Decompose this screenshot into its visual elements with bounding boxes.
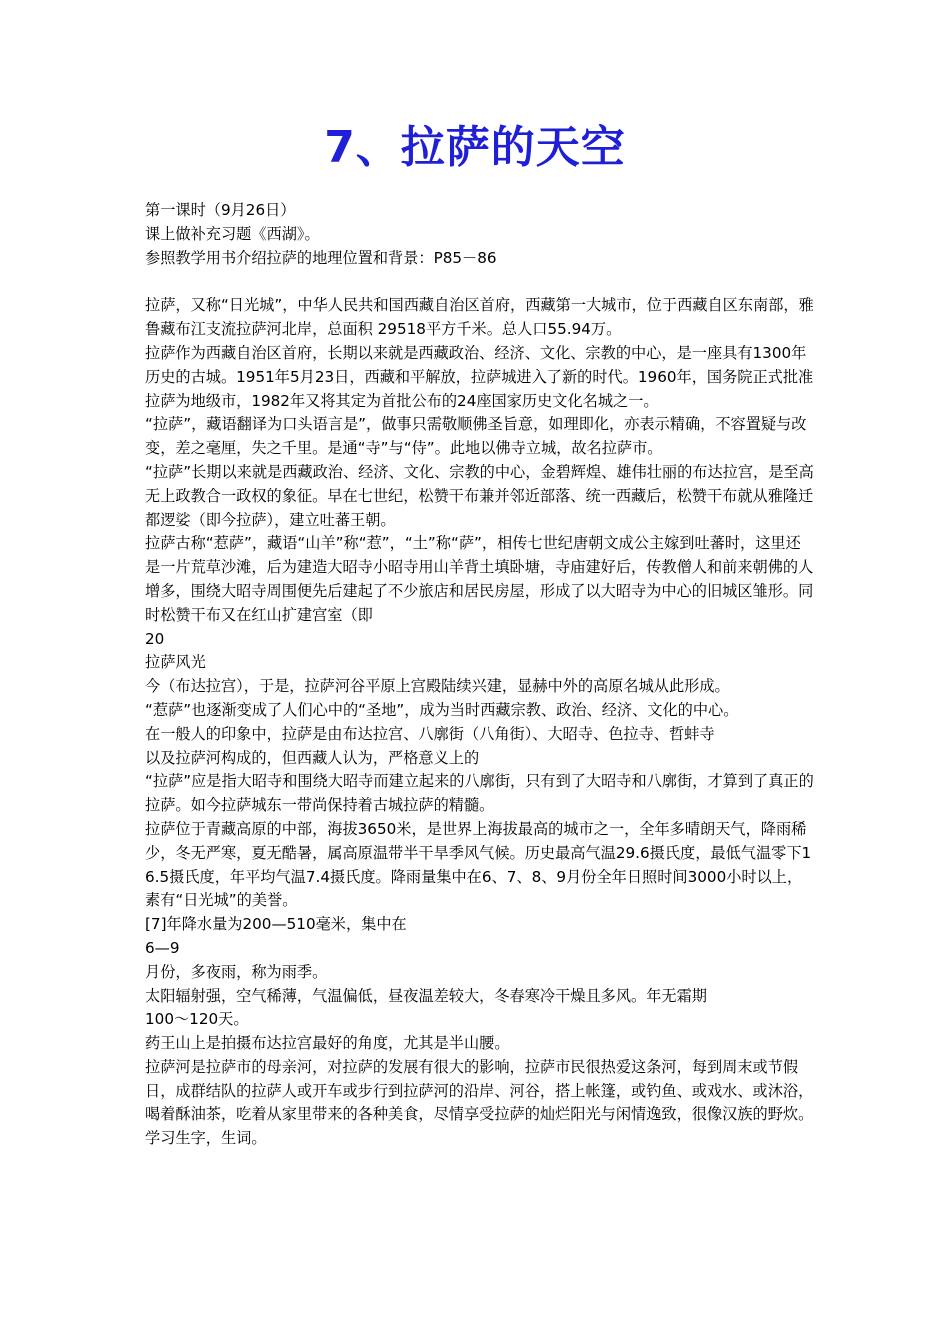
blank-line [145,270,815,294]
paragraph: “惹萨”也逐渐变成了人们心中的“圣地”，成为当时西藏宗教、政治、经济、文化的中心。 [145,700,739,719]
paragraph: 拉萨，又称“日光城”，中华人民共和国西藏自治区首府，西藏第一大城市，位于西藏自区东南部，雅鲁藏布江支流拉萨河北岸，总面积 29518平方千米。总人口55.94万。 [145,296,814,339]
paragraph: 今（布达拉宫），于是，拉萨河谷平原上宫殿陆续兴建，显赫中外的高原名城从此形成。 [145,677,730,696]
document-body [145,199,815,1151]
page-title: 7、拉萨的天空 [324,122,626,173]
paragraph: 参照教学用书介绍拉萨的地理位置和背景：P85－86 [145,248,497,267]
paragraph: 太阳辐射强，空气稀薄，气温偏低，昼夜温差较大，冬春寒冷干燥且多风。年无霜期 [145,986,707,1005]
paragraph: “拉萨”应是指大昭寺和围绕大昭寺而建立起来的八廓街，只有到了大昭寺和八廓街，才算到了真正的拉萨。如今拉萨城东一带尚保持着古城拉萨的精髓。 [145,772,814,815]
paragraph: 拉萨河是拉萨市的母亲河，对拉萨的发展有很大的影响，拉萨市民很热爱这条河，每到周末或节假日，成群结队的拉萨人或开车或步行到拉萨河的沿岸、河谷，搭上帐篷，或钓鱼、或戏水、或沐浴，喝着酥油茶，吃着从家里带来的各种美食，尽情享受拉萨的灿烂阳光与闲情逸致，很像汉族的野炊。 [145,1057,814,1124]
paragraph: [7]年降水量为200—510毫米，集中在 [145,915,407,934]
paragraph: 拉萨古称“惹萨”，藏语“山羊”称“惹”，“土”称“萨”，相传七世纪唐朝文成公主嫁到吐蕃时，这里还是一片荒草沙滩，后为建造大昭寺小昭寺用山羊背土填卧塘，寺庙建好后，传教僧人和前来朝佛的人增多，围绕大昭寺周围便先后建起了不少旅店和居民房屋，形成了以大昭寺为中心的旧城区雏形。同时松赞干布又在红山扩建宫室（即 [145,534,814,624]
paragraph: 100～120天。 [145,1010,249,1029]
paragraph: 拉萨位于青藏高原的中部，海拔3650米，是世界上海拔最高的城市之一，全年多晴朗天气，降雨稀少，冬无严寒，夏无酷暑，属高原温带半干旱季风气候。历史最高气温29.6摄氏度，最低气温零下16.5摄氏度，年平均气温7.4摄氏度。降雨量集中在6、7、8、9月份全年日照时间3000小时以上，素有“日光城”的美誉。 [145,819,812,910]
paragraph: 课上做补充习题《西湖》。 [145,224,320,243]
paragraph: 20 [145,629,165,648]
paragraph: 月份，多夜雨，称为雨季。 [145,962,328,981]
paragraph: 药王山上是拍摄布达拉宫最好的角度，尤其是半山腰。 [145,1034,510,1053]
paragraph: 学习生字，生词。 [145,1129,267,1148]
paragraph: 拉萨作为西藏自治区首府，长期以来就是西藏政治、经济、文化、宗教的中心，是一座具有1300年历史的古城。1951年5月23日，西藏和平解放，拉萨城进入了新的时代。1960年，国务院正式批准拉萨为地级市，1982年又将其定为首批公布的24座国家历史文化名城之一。 [145,343,814,410]
paragraph: 6—9 [145,938,180,957]
paragraph: 在一般人的印象中，拉萨是由布达拉宫、八廓街（八角街）、大昭寺、色拉寺、哲蚌寺 [145,724,715,743]
paragraph: 以及拉萨河构成的，但西藏人认为，严格意义上的 [145,748,480,767]
paragraph: “拉萨”长期以来就是西藏政治、经济、文化、宗教的中心，金碧辉煌、雄伟壮丽的布达拉宫，是至高无上政教合一政权的象征。早在七世纪，松赞干布兼并邻近部落、统一西藏后，松赞干布就从雅隆迁都逻娑（即今拉萨），建立吐蕃王朝。 [145,462,814,529]
paragraph: “拉萨”，藏语翻译为口头语言是”，做事只需敬顺佛圣旨意，如理即化，亦表示精确，不容置疑与改变，差之毫厘，失之千里。是通“寺”与“侍”。此地以佛寺立城，故名拉萨市。 [145,415,807,458]
paragraph: 拉萨风光 [145,653,206,672]
paragraph: 第一课时（9月26日） [145,201,296,219]
